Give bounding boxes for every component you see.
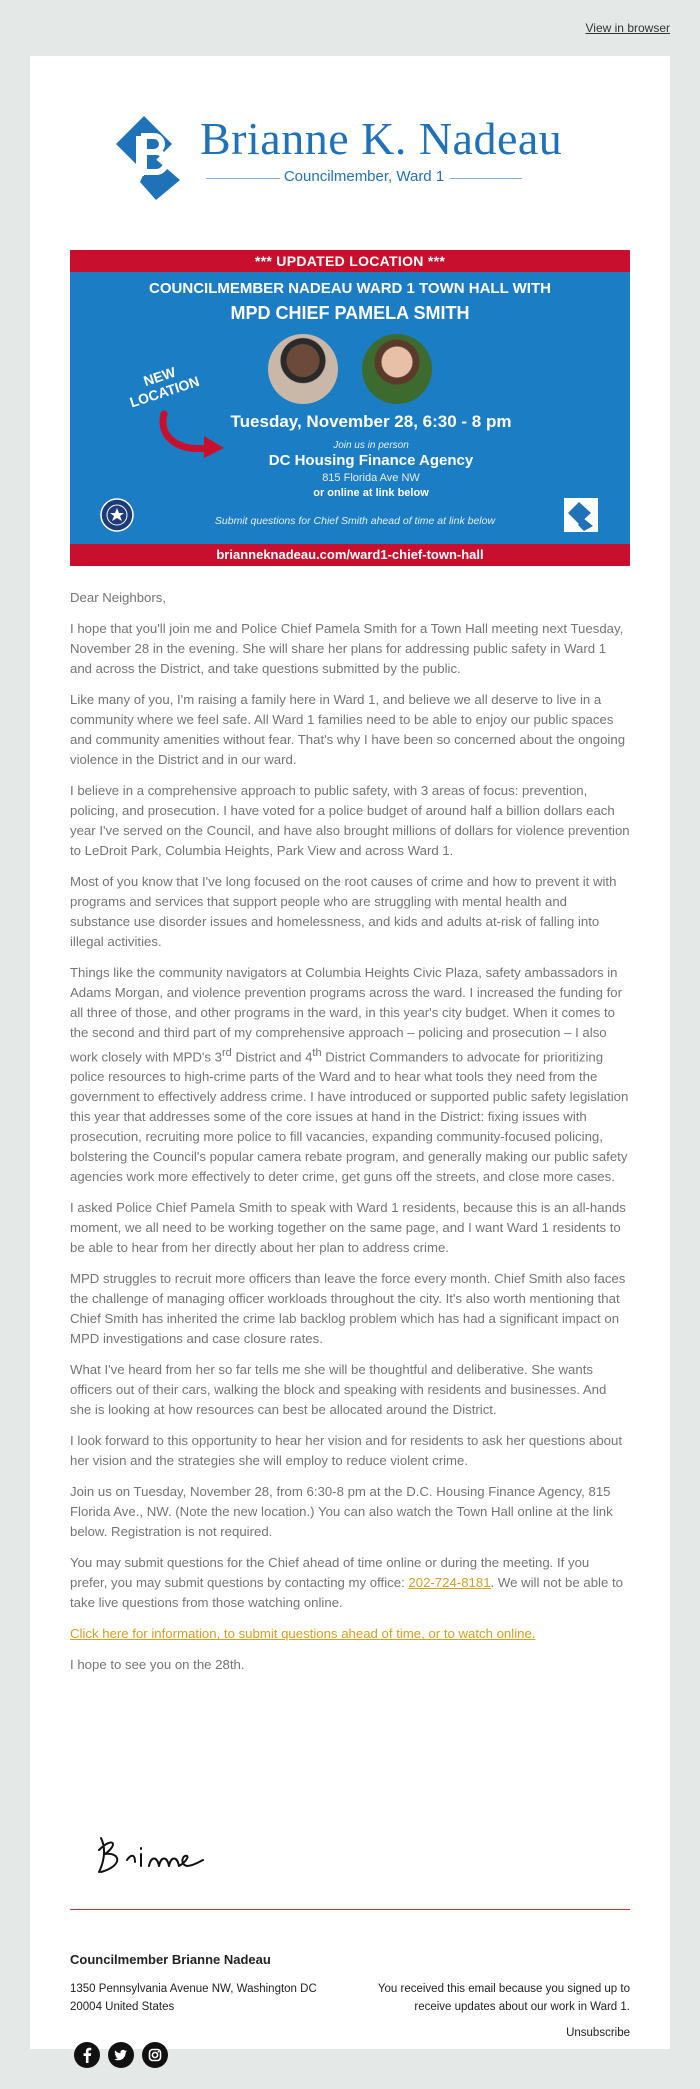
event-address: 815 Florida Ave NW [322,472,420,484]
event-online: or online at link below [313,487,429,499]
cta-paragraph [70,1624,630,1644]
paragraph-11 [70,1553,630,1613]
photo-brianne-nadeau [362,334,432,404]
unsubscribe-link[interactable]: Unsubscribe [566,2027,630,2039]
paragraph-2: Like many of you, I'm raising a family here in Ward 1, and believe we all deserve to live in a community where we feel safe. All Ward 1 families need to be able to enjoy our public spaces and community amenities without fear. That's why I have been so concerned about the ongoing violence in the District and in our ward. [70,692,626,767]
banner-headline: COUNCILMEMBER NADEAU WARD 1 TOWN HALL WITH [149,280,551,297]
town-hall-info-link[interactable]: Click here for information, to submit questions ahead of time, or to watch online. [70,1626,536,1642]
top-bar [0,0,700,44]
paragraph-5-part-b: District and 4 [231,1049,313,1065]
paragraph-4: Most of you know that I've long focused on the root causes of crime and how to prevent it with programs and services that support people who are struggling with mental health and substance use disorder issues and homelessness, and kids and adults at-risk of falling into illegal activities. [70,874,617,949]
logo-name: Brianne K. Nadeau [200,113,563,164]
paragraph-7: MPD struggles to recruit more officers than leave the force every month. Chief Smith also faces the challenge of managing officer workloads throughout the city. It's also worth mentioning that Chief Smith has inherited the crime lab backlog problem which has had a significant impact on MPD investigations and case closure rates. [70,1271,626,1347]
town-hall-banner[interactable] [70,250,630,566]
paragraph-9: I look forward to this opportunity to hear her vision and for residents to ask her questions about her vision and the strategies she will employ to reduce violent crime. [70,1433,622,1469]
paragraph-5 [70,963,630,1187]
banner-subheadline: MPD CHIEF PAMELA SMITH [230,303,470,323]
paragraph-6: I asked Police Chief Pamela Smith to speak with Ward 1 residents, because this is an all-hands moment, we all need to be working together on the same page, and I want Ward 1 residents to be able to hear from her directly about her plan to address crime. [70,1200,626,1256]
banner-url[interactable]: brianneknadeau.com/ward1-chief-town-hall [70,544,630,566]
logo-mark-icon [110,112,190,204]
paragraph-11-part-a: You may submit questions for the Chief ahead of time online or during the meeting. If you prefer, you may submit questions by contacting my office: [70,1555,590,1591]
new-location-label: NEW LOCATION [127,363,202,411]
signature [93,1830,223,1880]
email-card [30,56,670,2049]
mpd-badge-icon [100,498,134,532]
event-join: Join us in person [333,440,409,451]
logo-rule-right [450,178,522,179]
event-venue: DC Housing Finance Agency [268,452,474,469]
greeting: Dear Neighbors, [70,590,167,605]
logo-subtitle: Councilmember, Ward 1 [283,168,445,185]
closing: I hope to see you on the 28th. [70,1657,245,1673]
paragraph-5-part-c: District Commanders to advocate for prioritizing police resources to high-crime parts of the Ward and to hear what tools they need from the government to effectively address crime. I have introduced or supported public safety legislation this year that addresses some of the core issues at hand in the District: fixing issues with prosecution, recruiting more police to fill vacancies, expanding community-focused policing, bolstering the Council's popular camera rebate program, and generally making our public safety agencies work more effectively to deter crime, get guns off the streets, and close more cases. [70,1049,629,1185]
footer-name: Councilmember Brianne Nadeau [70,1952,271,1967]
event-date: Tuesday, November 28, 6:30 - 8 pm [230,412,512,431]
logo [110,112,590,212]
banner-logo-mark-icon [564,498,598,532]
superscript-rd: rd [222,1047,232,1059]
paragraph-5-part-a: Things like the community navigators at Columbia Heights Civic Plaza, safety ambassadors in Adams Morgan, and violence prevention programs across the ward. I increased the funding for all three of those, and other programs in the ward, in this year's city budget. When it comes to the second and third part of my comprehensive approach – policing and prosecution – I also work closely with MPD's 3 [70,965,622,1065]
footer-received-note: You received this email because you signed up to receive updates about our work in Ward 1. [377,1983,630,2013]
superscript-th: th [312,1047,322,1059]
photo-chief-smith [268,334,338,404]
paragraph-8: What I've heard from her so far tells me she will be thoughtful and deliberative. She wants officers out of their cars, walking the block and speaking with residents and businesses. And she is looking at how resources can best be allocated around the District. [70,1362,607,1418]
paragraph-11-part-b: . We will not be able to take live questions from those watching online. [70,1575,623,1611]
paragraph-1: I hope that you'll join me and Police Chief Pamela Smith for a Town Hall meeting next Tuesday, November 28 in the evening. She will share her plans for addressing public safety in Ward 1 and across the District, and take questions submitted by the public. [70,621,624,676]
paragraph-10: Join us on Tuesday, November 28, from 6:30-8 pm at the D.C. Housing Finance Agency, 815 Florida Ave., NW. (Note the new location.) You can also watch the Town Hall online at the link below. Registration is not required. [70,1484,613,1540]
view-in-browser-link[interactable]: View in browser [585,21,670,35]
paragraph-3: I believe in a comprehensive approach to public safety, with 3 areas of focus: prevention, policing, and prosecution. I have voted for a police budget of around half a billion dollars each year I've served on the Council, and have also brought millions of dollars for violence prevention to LeDroit Park, Columbia Heights, Park View and across Ward 1. [70,783,630,858]
twitter-icon[interactable] [108,2042,134,2068]
footer-divider [70,1909,630,1910]
footer-address: 1350 Pennsylvania Avenue NW, Washington DC 20004 United States [70,1983,317,2013]
facebook-icon[interactable] [74,2042,100,2068]
phone-link[interactable]: 202-724-8181 [408,1575,491,1591]
instagram-icon[interactable] [142,2042,168,2068]
banner-submit-note: Submit questions for Chief Smith ahead of time at link below [214,515,496,527]
email-body [70,588,630,1686]
banner-updated-label: *** UPDATED LOCATION *** [70,250,630,272]
